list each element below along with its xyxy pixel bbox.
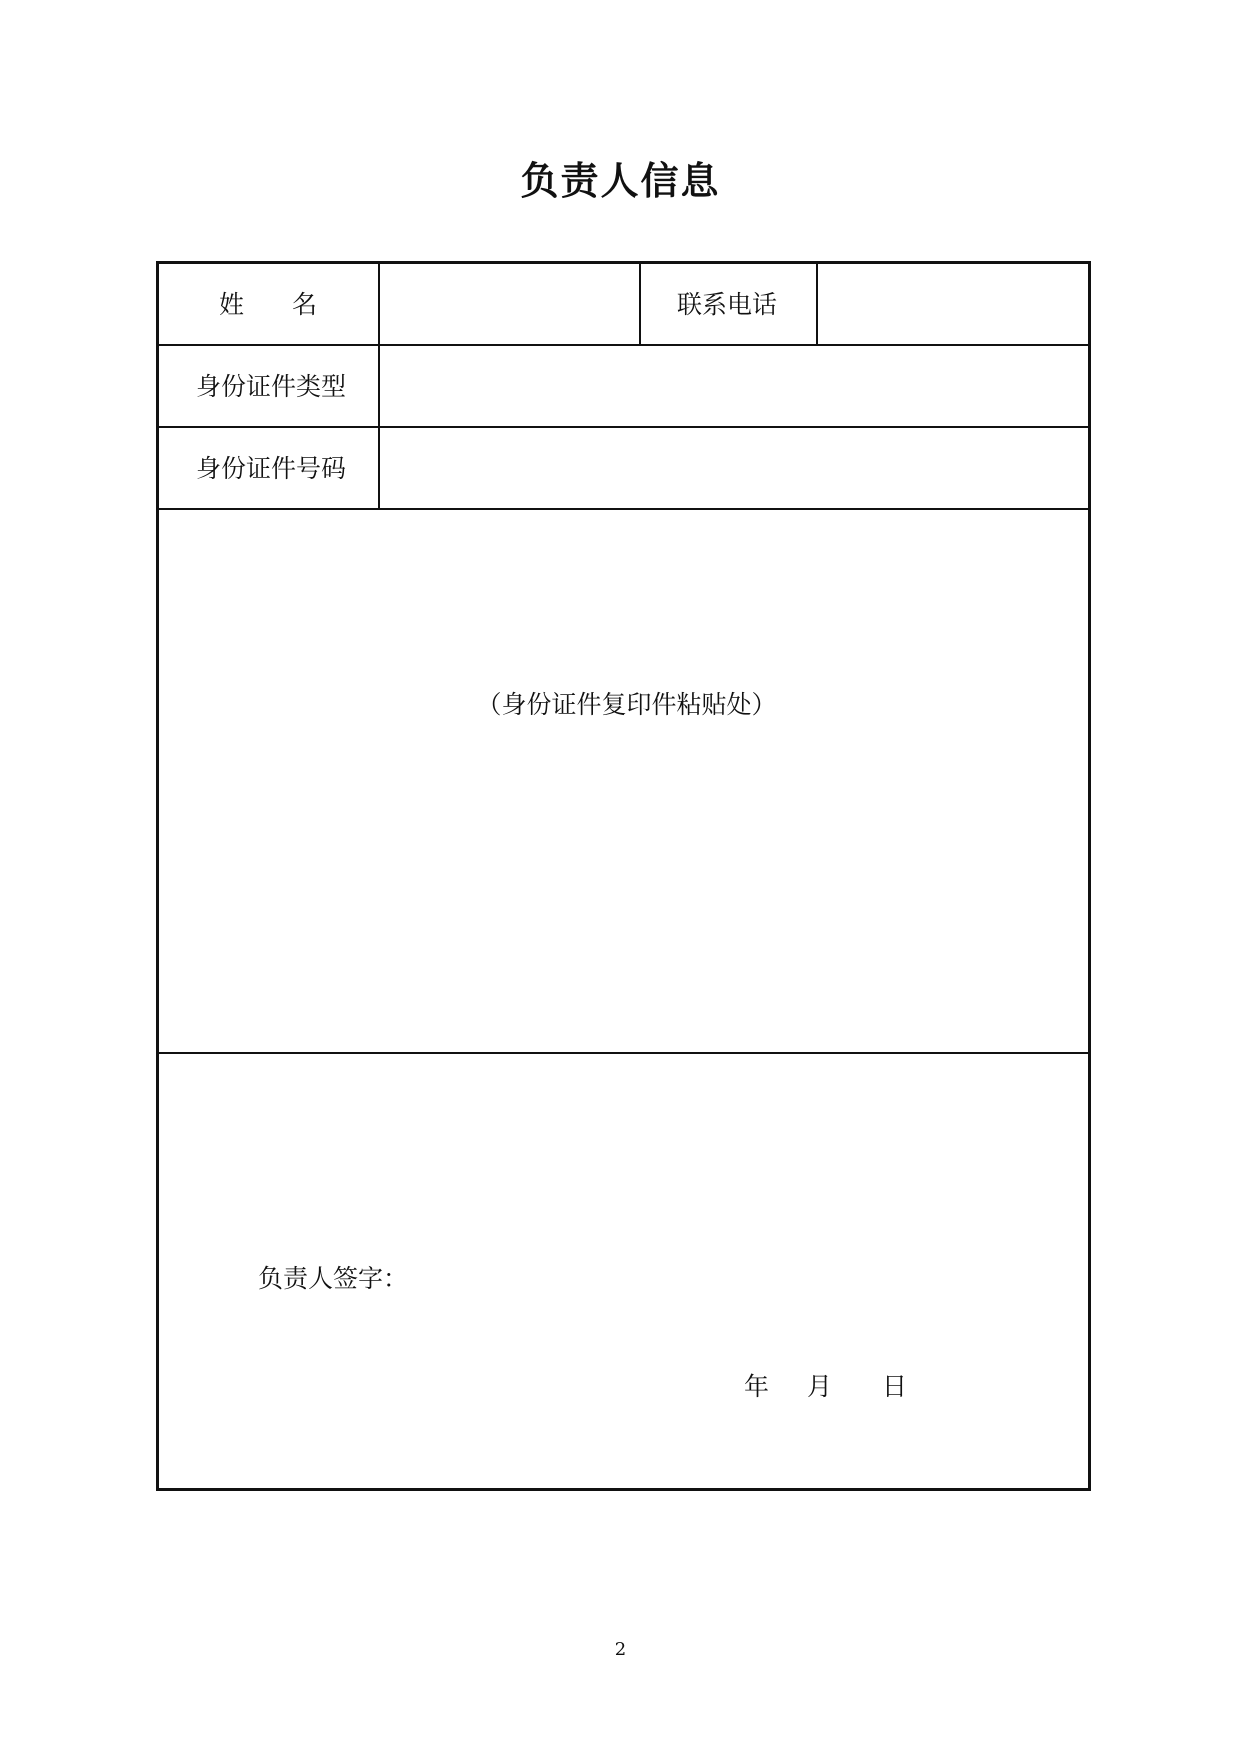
column-divider — [639, 264, 641, 346]
id-number-field[interactable] — [381, 428, 1088, 508]
id-type-field[interactable] — [381, 346, 1088, 426]
date-day: 日 — [882, 1372, 908, 1401]
id-number-label: 身份证件号码 — [196, 454, 347, 483]
page-title: 负责人信息 — [520, 159, 721, 203]
name-field[interactable] — [381, 264, 639, 344]
phone-label: 联系电话 — [677, 290, 778, 319]
name-label: 姓名 — [219, 290, 366, 319]
signature-label: 负责人签字： — [258, 1264, 409, 1293]
phone-field[interactable] — [819, 264, 1088, 344]
id-copy-paste-area — [159, 510, 1088, 1052]
paste-note: （身份证件复印件粘贴处） — [476, 690, 777, 719]
date-year: 年 — [744, 1372, 770, 1401]
responsible-person-form — [156, 261, 1091, 1491]
id-type-label: 身份证件类型 — [196, 372, 347, 401]
date-month: 月 — [807, 1372, 833, 1401]
page-number: 2 — [614, 1639, 627, 1660]
column-divider — [378, 264, 380, 510]
column-divider — [816, 264, 818, 346]
